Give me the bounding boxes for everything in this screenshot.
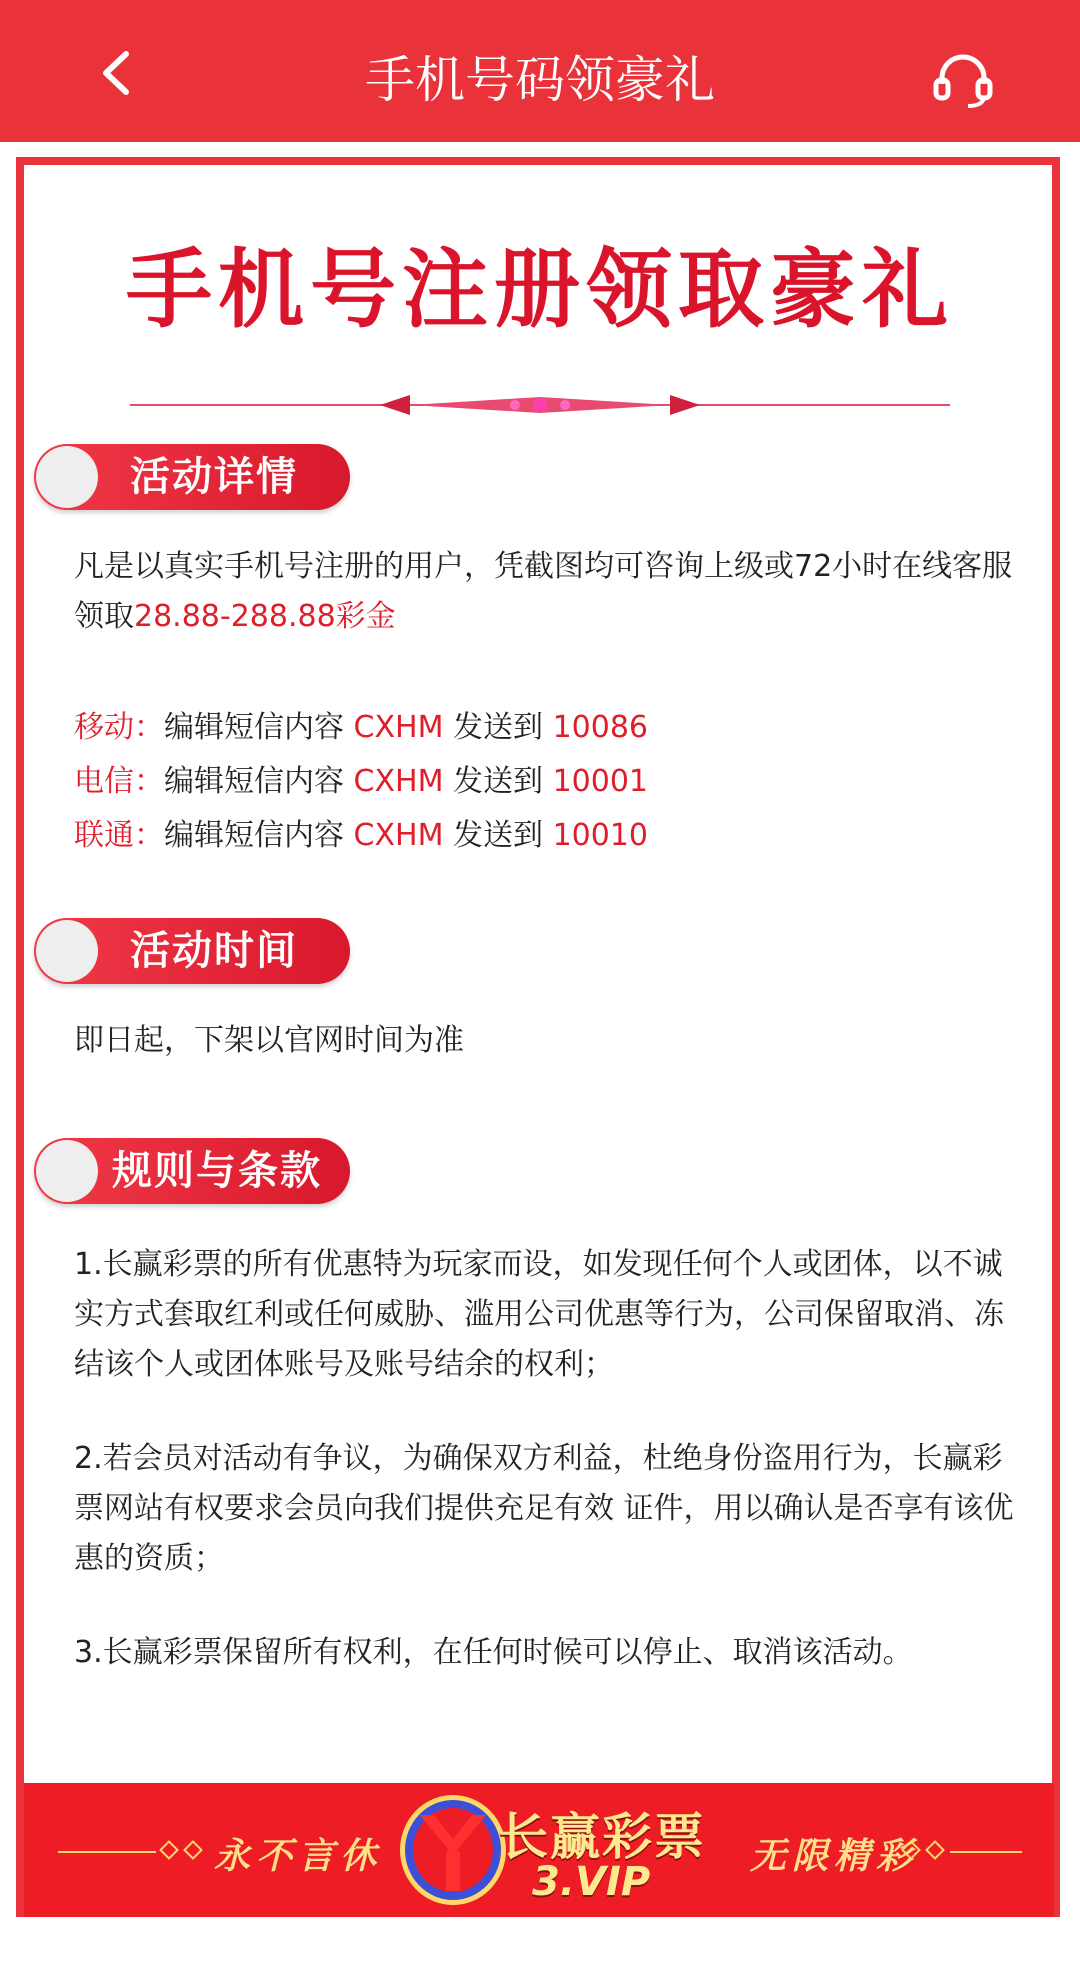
- top-bar: [0, 0, 1080, 142]
- brand-emblem-icon: [398, 1793, 508, 1907]
- brand-name: 长赢彩票: [498, 1808, 706, 1866]
- sms-code: CXHM: [353, 818, 444, 853]
- rule-item-2: 2.若会员对活动有争议，为确保双方利益，杜绝身份盗用行为，长赢彩票网站有权要求会员向我们提供充足有效 证件，用以确认是否享有该优惠的资质；: [74, 1441, 1014, 1576]
- brand-domain: 3.VIP: [532, 1859, 651, 1905]
- sms-row-telecom: [74, 757, 648, 807]
- sms-text: 编辑短信内容: [164, 818, 354, 853]
- carrier-label: 电信：: [74, 764, 164, 799]
- headset-icon[interactable]: [932, 52, 994, 108]
- sms-text: 发送到: [443, 710, 553, 745]
- page-title: 手机号码领豪礼: [365, 51, 715, 109]
- section-header-rules: [34, 1138, 350, 1204]
- brand-logo: [398, 1783, 738, 1917]
- footer-line: [58, 1851, 156, 1853]
- slogan-right: 无限精彩: [750, 1835, 919, 1877]
- section-label: 规则与条款: [112, 1148, 322, 1194]
- sms-row-unicom: [74, 811, 648, 861]
- section-label: 活动时间: [130, 928, 298, 974]
- details-intro: [74, 542, 1014, 642]
- time-text: 即日起，下架以官网时间为准: [74, 1023, 464, 1058]
- bonus-range: 28.88-288.88彩金: [134, 599, 396, 634]
- carrier-label: 联通：: [74, 818, 164, 853]
- sms-text: 编辑短信内容: [164, 764, 354, 799]
- footer-banner: [24, 1783, 1054, 1917]
- footer-diamond-icon: [159, 1840, 179, 1860]
- footer-diamond-icon: [925, 1840, 945, 1860]
- section-header-details: [34, 444, 350, 510]
- pill-knob: [36, 920, 98, 982]
- sms-code: CXHM: [353, 710, 444, 745]
- sms-number: 10086: [552, 710, 649, 745]
- banner-title: 手机号注册领取豪礼: [126, 240, 954, 340]
- pill-knob: [36, 446, 98, 508]
- section-header-time: [34, 918, 350, 984]
- sms-number: 10010: [552, 818, 649, 853]
- slogan-left: 永不言休: [214, 1835, 383, 1877]
- footer-diamond-icon: [183, 1840, 203, 1860]
- sms-number: 10001: [552, 764, 649, 799]
- footer-line: [950, 1851, 1022, 1853]
- sms-code: CXHM: [353, 764, 444, 799]
- sms-row-mobile: [74, 703, 648, 753]
- intro-text: 凡是以真实手机号注册的用户，凭截图均可咨询上级或72小时在线客服领取: [74, 549, 1013, 634]
- rule-item-3: 3.长赢彩票保留所有权利，在任何时候可以停止、取消该活动。: [74, 1635, 913, 1670]
- sms-text: 发送到: [443, 818, 553, 853]
- sms-text: 编辑短信内容: [164, 710, 354, 745]
- section-label: 活动详情: [130, 454, 298, 500]
- carrier-label: 移动：: [74, 710, 164, 745]
- ornament-divider: [130, 393, 950, 417]
- pill-knob: [36, 1140, 98, 1202]
- rule-item-1: 1.长赢彩票的所有优惠特为玩家而设，如发现任何个人或团体，以不诚实方式套取红利或任何威胁、滥用公司优惠等行为，公司保留取消、冻结该个人或团体账号及账号结余的权利；: [74, 1247, 1004, 1382]
- sms-text: 发送到: [443, 764, 553, 799]
